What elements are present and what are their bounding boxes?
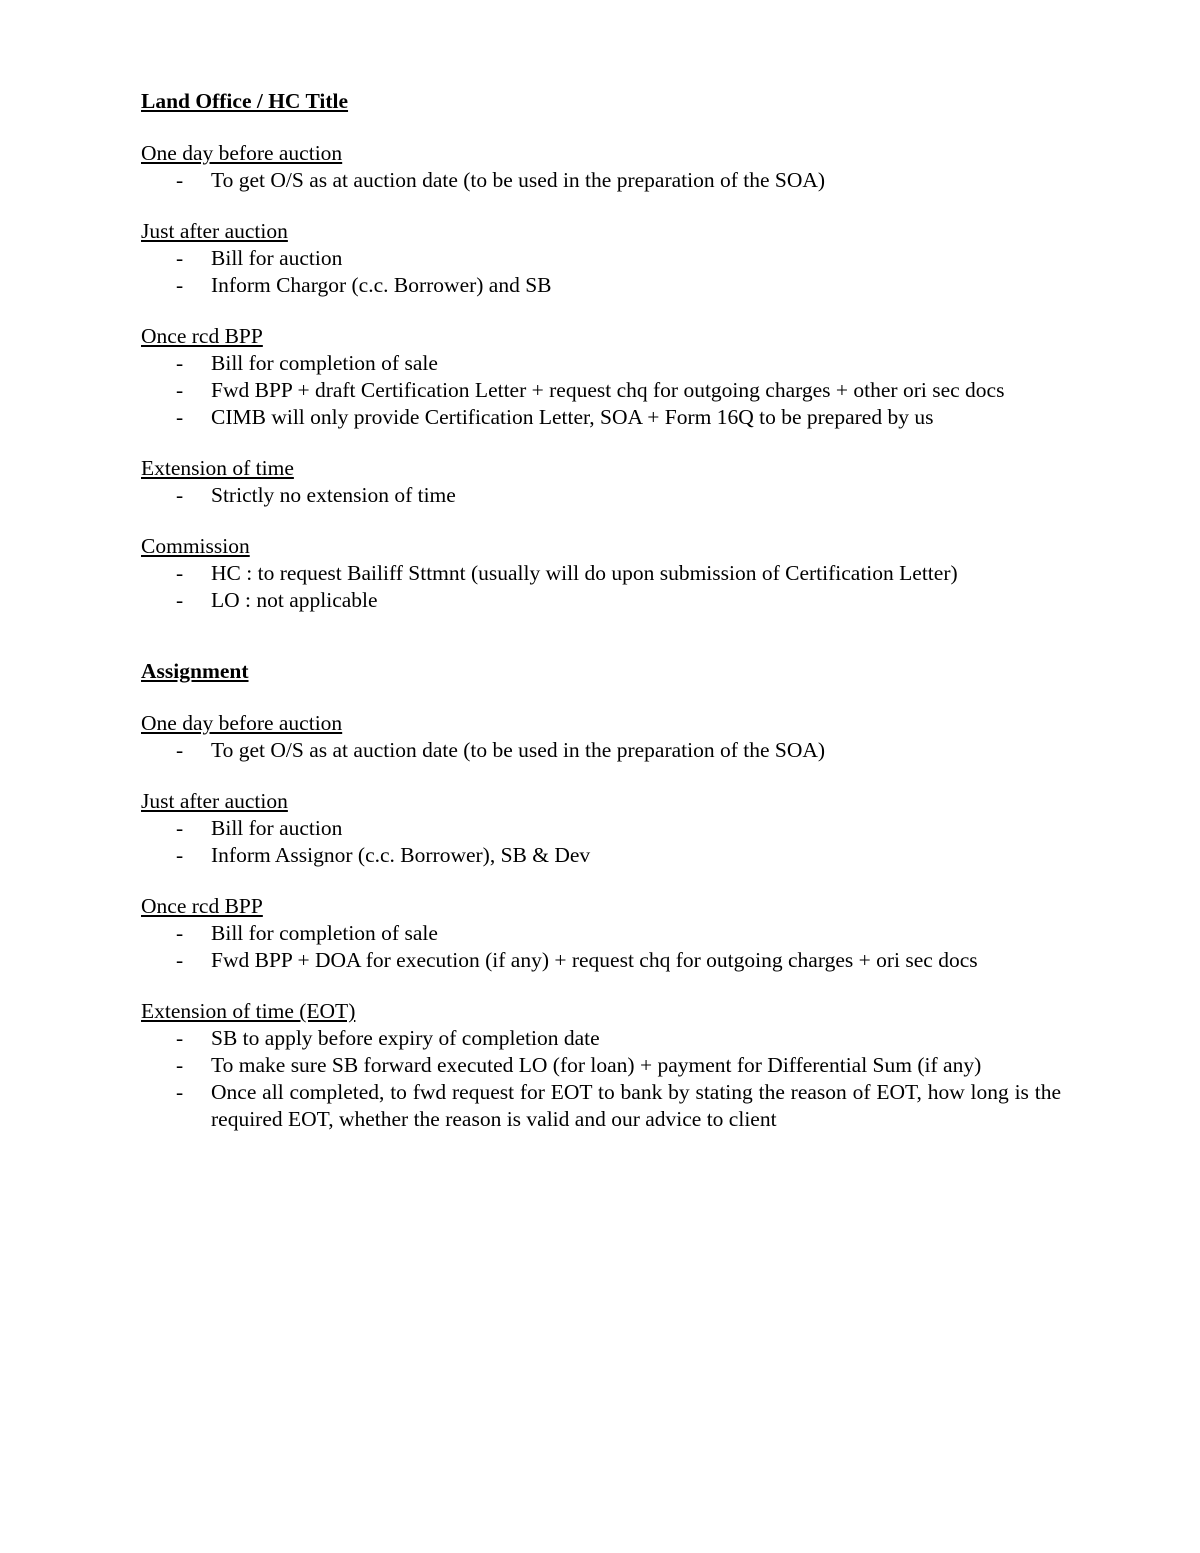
list-item <box>141 587 1061 614</box>
bullet-dash: - <box>176 405 184 429</box>
document-body <box>141 86 1061 1133</box>
subsection <box>141 533 1061 614</box>
bullet-list <box>141 167 1061 194</box>
list-item-text: Bill for completion of sale <box>211 921 438 945</box>
bullet-list <box>141 482 1061 509</box>
subsection <box>141 323 1061 431</box>
subsection-heading: Just after auction <box>141 789 288 813</box>
list-item <box>141 404 1061 431</box>
section-title: Assignment <box>141 659 249 683</box>
bullet-list <box>141 920 1061 974</box>
subsection <box>141 998 1061 1133</box>
bullet-dash: - <box>176 738 184 762</box>
bullet-list <box>141 560 1061 614</box>
subsection <box>141 140 1061 194</box>
list-item-text: To get O/S as at auction date (to be used in the preparation of the SOA) <box>211 168 826 192</box>
bullet-dash: - <box>176 948 184 972</box>
list-item <box>141 560 1061 587</box>
subsection-heading: One day before auction <box>141 141 343 165</box>
list-item-text: SB to apply before expiry of completion date <box>211 1026 600 1050</box>
list-item-text: LO : not applicable <box>211 588 378 612</box>
subsection <box>141 893 1061 974</box>
list-item <box>141 167 1061 194</box>
bullet-dash: - <box>176 351 184 375</box>
list-item <box>141 350 1061 377</box>
bullet-list <box>141 737 1061 764</box>
list-item-text: CIMB will only provide Certification Letter, SOA + Form 16Q to be prepared by us <box>211 405 934 429</box>
list-item-text: Bill for auction <box>211 816 343 840</box>
subsection-heading: Once rcd BPP <box>141 894 263 918</box>
bullet-dash: - <box>176 1026 184 1050</box>
list-item <box>141 737 1061 764</box>
subsection-heading: Just after auction <box>141 219 288 243</box>
bullet-dash: - <box>176 246 184 270</box>
list-item <box>141 482 1061 509</box>
list-item-text: Fwd BPP + draft Certification Letter + request chq for outgoing charges + other ori sec docs <box>211 378 1005 402</box>
bullet-dash: - <box>176 921 184 945</box>
subsection <box>141 788 1061 869</box>
list-item <box>141 245 1061 272</box>
subsection-heading: Once rcd BPP <box>141 324 263 348</box>
list-item <box>141 1052 1061 1079</box>
list-item-text: Fwd BPP + DOA for execution (if any) + request chq for outgoing charges + ori sec docs <box>211 948 978 972</box>
list-item <box>141 842 1061 869</box>
bullet-dash: - <box>176 816 184 840</box>
subsection-heading: Extension of time (EOT) <box>141 999 356 1023</box>
bullet-dash: - <box>176 588 184 612</box>
list-item-text: Bill for auction <box>211 246 343 270</box>
list-item <box>141 1079 1061 1133</box>
list-item-text: To get O/S as at auction date (to be used in the preparation of the SOA) <box>211 738 826 762</box>
list-item-text: HC : to request Bailiff Sttmnt (usually will do upon submission of Certification Letter) <box>211 561 958 585</box>
subsection <box>141 455 1061 509</box>
list-item-text: Bill for completion of sale <box>211 351 438 375</box>
list-item <box>141 947 1061 974</box>
bullet-dash: - <box>176 1080 184 1104</box>
bullet-dash: - <box>176 561 184 585</box>
section-spacer <box>141 614 1061 656</box>
list-item <box>141 920 1061 947</box>
list-item-text: Inform Chargor (c.c. Borrower) and SB <box>211 273 552 297</box>
bullet-list <box>141 245 1061 299</box>
list-item <box>141 1025 1061 1052</box>
list-item <box>141 377 1061 404</box>
section-title: Land Office / HC Title <box>141 89 349 113</box>
section <box>141 656 1061 1133</box>
list-item-text: Inform Assignor (c.c. Borrower), SB & Dev <box>211 843 591 867</box>
bullet-dash: - <box>176 483 184 507</box>
subsection-heading: Commission <box>141 534 250 558</box>
list-item <box>141 272 1061 299</box>
bullet-list <box>141 815 1061 869</box>
list-item-text: To make sure SB forward executed LO (for loan) + payment for Differential Sum (if any) <box>211 1053 982 1077</box>
bullet-list <box>141 350 1061 431</box>
bullet-dash: - <box>176 168 184 192</box>
bullet-list <box>141 1025 1061 1133</box>
bullet-dash: - <box>176 273 184 297</box>
bullet-dash: - <box>176 1053 184 1077</box>
subsection <box>141 218 1061 299</box>
bullet-dash: - <box>176 843 184 867</box>
list-item-text: Once all completed, to fwd request for EOT to bank by stating the reason of EOT, how long is the required EOT, whether the reason is valid and our advice to client <box>211 1080 1061 1131</box>
list-item <box>141 815 1061 842</box>
list-item-text: Strictly no extension of time <box>211 483 456 507</box>
bullet-dash: - <box>176 378 184 402</box>
subsection-heading: One day before auction <box>141 711 343 735</box>
subsection <box>141 710 1061 764</box>
subsection-heading: Extension of time <box>141 456 294 480</box>
section <box>141 86 1061 614</box>
